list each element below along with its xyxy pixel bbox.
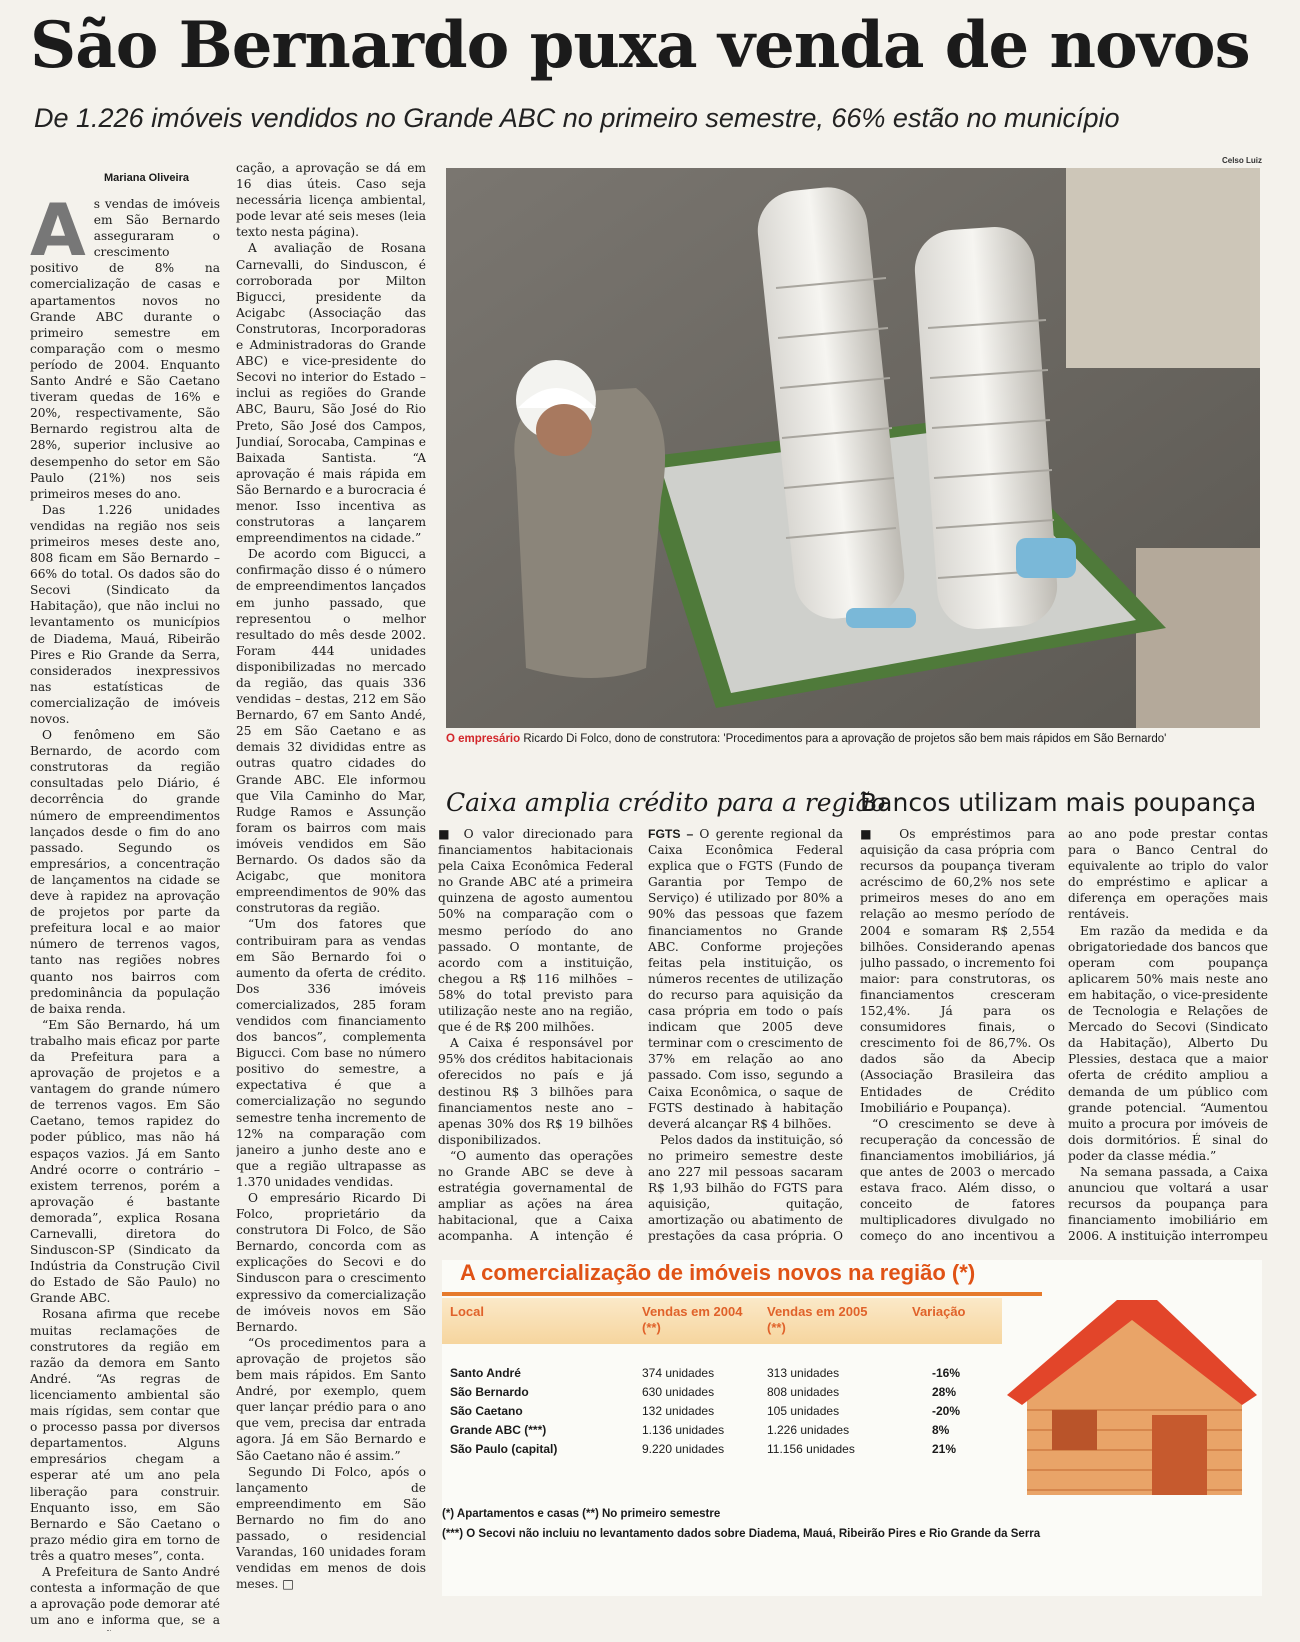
header-variacao: Variação: [912, 1304, 966, 1319]
paragraph: “O aumento das operações no Grande ABC se deve à estratégia governamental de ampliar as ações na área habitacional, que a Caixa acompanha. A intenção é: [438, 1148, 633, 1244]
table-row: [442, 1402, 1002, 1420]
table-row: [442, 1440, 1002, 1458]
paragraph: “O crescimento se deve à recuperação da concessão de financiamentos imobiliários, já que antes de 2003 o mercado estava fraco. Além disso, o conceito de fatores multiplicadores divulgado no começo do ano incentivou a: [860, 1116, 1055, 1244]
paragraph: Na semana passada, a Caixa anunciou que voltará a usar recursos da poupança para financiamento imobiliário em 2006. A instituição interrompeu: [1068, 1164, 1268, 1244]
paragraph: A Prefeitura de Santo André contesta a informação de que a aprovação pode demorar até um ano e informa que, se a: [30, 1564, 220, 1628]
photo-credit: Celso Luiz: [1221, 156, 1262, 165]
caption-label: O empresário: [446, 733, 521, 745]
page-subhead: De 1.226 imóveis vendidos no Grande ABC no primeiro semestre, 66% estão no município: [34, 103, 1120, 133]
cell-variacao: 8%: [932, 1423, 950, 1437]
sales-infobox: [442, 1260, 1262, 1596]
header-local: Local: [450, 1304, 484, 1319]
table-row: [442, 1383, 1002, 1401]
cell-2005: 313 unidades: [767, 1366, 840, 1380]
cell-2004: 9.220 unidades: [642, 1442, 725, 1456]
header-2004: Vendas em 2004 (**): [642, 1304, 743, 1335]
fgts-lead: FGTS –: [648, 827, 700, 841]
paragraph: “Em São Bernardo, há um trabalho mais eficaz por parte da Prefeitura para a aprovação de projetos e a vantagem do grande número de terrenos vagos. Em São Caetano, temos rapidez do poder público, mas não há espaços vazios. Já em Santo André ocorre o contrário – existem terrenos, porém a aprovação é bastante demorada”, explica Rosana Carnevalli, diretora do Sinduscon-SP (Sindicato da Indústria da Construção Civil do Estado de São Paulo) no Grande ABC.: [30, 1017, 220, 1306]
title-underline: [442, 1292, 1042, 1296]
paragraph: Pelos dados da instituição, só no primeiro semestre deste ano 227 mil pessoas sacaram R$ 1,93 bilhão do FGTS para aquisição, quitação, amortização ou abatimento de prestações da casa própria. O: [648, 1132, 843, 1244]
cell-local: São Paulo (capital): [450, 1442, 558, 1456]
paragraph: Rosana afirma que recebe muitas reclamações de construtores da região em razão da demora em Santo André. “As regras de licenciamento ambiental são mais rígidas, sem contar que o processo passa por diversos departamentos. Alguns empresários chegam a esperar até um ano pela liberação para construir. Enquanto isso, em São Bernardo e São Caetano o prazo médio gira em torno de três a quatro meses”, conta.: [30, 1307, 220, 1563]
paragraph: O empresário Ricardo Di Folco, proprietário da construtora Di Folco, de São Bernardo, concorda com as explicações do Secovi e do Sinduscon para o crescimento expressivo da comercialização de imóveis novos em São Bernardo.: [236, 1191, 426, 1334]
cell-variacao: -20%: [932, 1404, 961, 1418]
paragraph: De acordo com Bigucci, a confirmação disso é o número de empreendimentos lançados em junho passado, que representou o melhor resultado do mês desde 2002. Foram 444 unidades disponibilizadas no mercado da região, das quais 336 vendidas – destas, 212 em São Bernardo, 67 em Santo Andé, 25 em São Caetano e as demais 32 divididas entre as outras quatro cidades do Grande ABC. Ele informou que Vila Caminho do Mar, Rudge Ramos e Assunção foram os bairros com mais imóveis vendidos em São Bernardo. Os dados são da Acigabc, que monitora empreendimentos de 90% das construtoras da região.: [236, 547, 426, 916]
caixa-column-1: [438, 826, 633, 1246]
cell-local: São Caetano: [450, 1404, 523, 1418]
byline: Mariana Oliveira: [104, 172, 189, 184]
table-row: [442, 1364, 1002, 1382]
paragraph: A avaliação de Rosana Carnevalli, do Sinduscon, é corroborada por Milton Bigucci, presidente da Acigabc (Associação das Construtoras, Incorporadoras e Administradoras do Grande ABC) e vice-presidente do Secovi no interior do Estado – inclui as regiões do Grande ABC, Bauru, São José do Rio Preto, São José dos Campos, Jundiaí, Sorocaba, Campinas e Baixada Santista. “A aprovação é mais rápida em São Bernardo e a burocracia é menor. Isso incentiva as construtoras a lançarem empreendimentos na cidade.”: [236, 241, 426, 546]
paragraph: O fenômeno em São Bernardo, de acordo com construtoras da região consultadas pelo Diário, é decorrência do grande número de empreendimentos lançados desde o fim do ano passado. Segundo os empresários, a concentração de lançamentos na cidade se deve à rapidez na aprovação de projetos por parte da prefeitura local e ao maior número de terrenos vagos, tanto nas regiões nobres quanto nos bairros com predominância da população de baixa renda.: [30, 728, 220, 1016]
house-icon: [1007, 1300, 1257, 1500]
cell-2005: 105 unidades: [767, 1404, 840, 1418]
caixa-column-2: [648, 826, 843, 1246]
paragraph: cação, a aprovação se dá em 16 dias úteis. Caso seja necessária licença ambiental, pode levar até seis meses (leia texto nesta página).: [236, 161, 426, 240]
cell-local: Santo André: [450, 1366, 521, 1380]
paragraph: A Caixa é responsável por 95% dos créditos habitacionais oferecidos no país e já destinou R$ 3 bilhões para financiamentos neste ano – apenas 30% dos R$ 19 bilhões disponibilizados.: [438, 1036, 633, 1147]
cell-variacao: 28%: [932, 1385, 957, 1399]
article-column-2: [236, 160, 426, 1630]
paragraph: ao ano pode prestar contas para o Banco Central do equivalente ao triplo do valor do empréstimo e aplicar a diferença em operações mais rentáveis.: [1068, 827, 1268, 922]
cell-2005: 808 unidades: [767, 1385, 840, 1399]
paragraph: “Os procedimentos para a aprovação de projetos são bem mais rápidos. Em Santo André, por exemplo, quem quer lançar prédio para o ano que vem, precisa dar entrada agora. Já em São Bernardo e São Caetano não é assim.”: [236, 1335, 426, 1463]
cell-variacao: -16%: [932, 1366, 961, 1380]
page-headline: São Bernardo puxa venda de novos: [30, 8, 1250, 83]
infobox-title: A comercialização de imóveis novos na região (*): [460, 1260, 976, 1285]
article-column-1: [30, 196, 220, 1631]
cell-variacao: 21%: [932, 1442, 957, 1456]
paragraph: Das 1.226 unidades vendidas na região nos seis primeiros meses deste ano, 808 ficam em São Bernardo – 66% do total. Os dados são do Secovi (Sindicato da Habitação), que não inclui no levantamento os municípios de Diadema, Mauá, Ribeirão Pires e Rio Grande da Serra, considerados inexpressivos nas estatísticas de comercialização de imóveis novos.: [30, 502, 220, 726]
cell-local: São Bernardo: [450, 1385, 529, 1399]
cell-2004: 374 unidades: [642, 1366, 715, 1380]
paragraph: s vendas de imóveis em São Bernardo asseguraram o crescimento positivo de 8% na comercialização de casas e apartamentos novos no Grande ABC durante o primeiro semestre em comparação com o mesmo período de 2004. Enquanto Santo André e São Caetano tiveram quedas de 16% e 20%, respectivamente, São Bernardo registrou alta de 28%, superior inclusive ao desempenho do setor em São Paulo (21%) nos seis primeiros meses do ano.: [30, 197, 220, 501]
photo-illustration: [446, 168, 1260, 728]
bancos-column-2: [1068, 826, 1268, 1246]
caption-text: Ricardo Di Folco, dono de construtora: 'Procedimentos para a aprovação de projetos são bem mais rápidos em São Bernardo': [520, 733, 1167, 745]
paragraph: [648, 826, 843, 1132]
bancos-headline: Bancos utilizam mais poupança: [860, 788, 1257, 817]
cell-2004: 1.136 unidades: [642, 1423, 725, 1437]
photo-caption: [446, 733, 1260, 745]
paragraph: ■ Os empréstimos para aquisição da casa própria com recursos da poupança tiveram acréscimo de 60,2% nos sete primeiros meses do ano em relação ao mesmo período de 2004 e somaram R$ 2,554 bilhões. Considerando apenas julho passado, o incremento foi maior: para construtoras, os financiamentos cresceram 152,4%. Já para os consumidores finais, o crescimento foi de 86,7%. Os dados são da Abecip (Associação Brasileira das Entidades de Crédito Imobiliário e Poupança).: [860, 827, 1055, 1115]
paragraph: ■ O valor direcionado para financiamentos habitacionais pela Caixa Econômica Federal no Grande ABC até a primeira quinzena de agosto aumentou 50% na comparação com o mesmo período do ano passado. O montante, de acordo com a instituição, chegou a R$ 116 milhões – 58% do total previsto para utilização neste ano na região, que é de R$ 200 milhões.: [438, 827, 633, 1035]
cell-2004: 132 unidades: [642, 1404, 715, 1418]
bancos-column-1: [860, 826, 1055, 1246]
cell-2005: 1.226 unidades: [767, 1423, 850, 1437]
footnote: (***) O Secovi não incluiu no levantamento dados sobre Diadema, Mauá, Ribeirão Pires e Rio Grande da Serra: [442, 1528, 1041, 1540]
cell-local: Grande ABC (***): [450, 1423, 547, 1437]
table-row: [442, 1421, 1002, 1439]
paragraph: Em razão da medida e da obrigatoriedade dos bancos que operam com poupança aplicarem 50% mais neste ano em habitação, o vice-presidente de Tecnologia e Relações de Mercado do Secovi (Sindicato da Habitação), Alberto Du Plessies, destaca que a maior oferta de crédito ampliou a demanda de um público com grande potencial. “Aumentou muito a procura por imóveis de dois dormitórios. É sinal do poder da classe média.”: [1068, 923, 1268, 1163]
footnote: (*) Apartamentos e casas (**) No primeiro semestre: [442, 1508, 721, 1520]
cell-2005: 11.156 unidades: [767, 1442, 855, 1456]
paragraph: Segundo Di Folco, após o lançamento de empreendimento em São Bernardo no fim do ano passado, o residencial Varandas, 160 unidades foram vendidas em menos de dois meses. □: [236, 1464, 426, 1592]
caixa-headline: Caixa amplia crédito para a região: [446, 788, 886, 817]
paragraph-text: O gerente regional da Caixa Econômica Federal explica que o FGTS (Fundo de Garantia por Tempo de Serviço) é utilizado por 80% a 90% das pessoas que fazem financiamentos no Grande ABC. Conforme projeções feitas pela instituição, os números recentes de utilização do recurso para aquisição da casa própria em todo o país indicam que 2005 deve terminar com o crescimento de 37% em relação ao ano passado. Com isso, segundo a Caixa Econômica, o saque de FGTS destinado à habitação deverá alcançar R$ 4 bilhões.: [648, 827, 843, 1131]
dropcap: A: [30, 196, 86, 272]
header-2005: Vendas em 2005 (**): [767, 1304, 868, 1335]
building-model-photo: [446, 168, 1260, 728]
cell-2004: 630 unidades: [642, 1385, 715, 1399]
paragraph: “Um dos fatores que contribuiram para as vendas em São Bernardo foi o aumento da oferta de crédito. Dos 336 imóveis comercializados, 285 foram vendidos com financiamento dos bancos”, complementa Bigucci. Com base no número positivo do semestre, a expectativa é que a comercialização no segundo semestre tenha incremento de 12% na comparação com janeiro a junho deste ano e que a região ultrapasse as 1.370 unidades vendidas.: [236, 917, 426, 1189]
